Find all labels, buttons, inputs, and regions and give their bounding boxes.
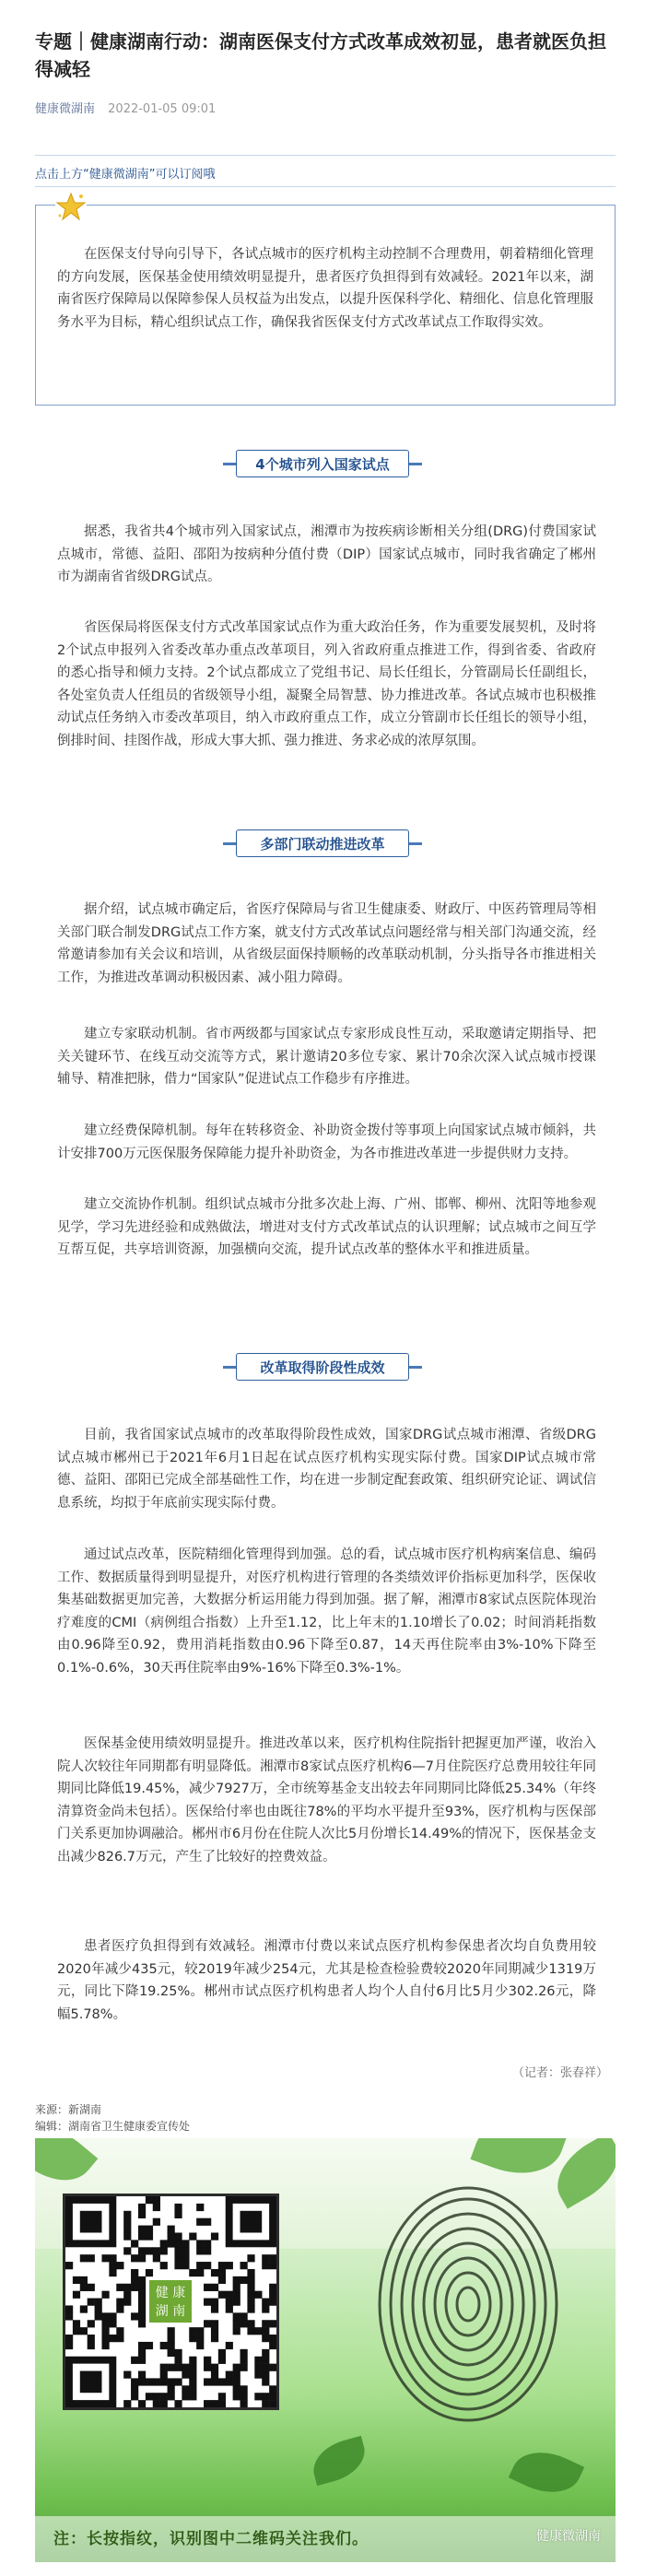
divider bbox=[35, 155, 616, 156]
watermark: 健康微湖南 bbox=[536, 2529, 601, 2544]
subscribe-tip[interactable] bbox=[35, 164, 616, 182]
paragraph: 据悉，我省共4个城市列入国家试点，湘潭市为按疾病诊断相关分组(DRG)付费国家试点城市，常德、益阳、邵阳为按病种分值付费（DIP）国家试点城市，同时我省确定了郴州市为湖南省省级DRG试点。 bbox=[57, 524, 596, 584]
article-meta bbox=[35, 99, 216, 116]
section-title: 4个城市列入国家试点 bbox=[236, 450, 409, 477]
editor-line: 编辑：湖南省卫生健康委宣传处 bbox=[35, 2120, 191, 2133]
article-title: 专题｜健康湖南行动：湖南医保支付方式改革成效初显，患者就医负担得减轻 bbox=[35, 30, 606, 80]
section-title: 改革取得阶段性成效 bbox=[236, 1353, 409, 1381]
fingerprint-icon[interactable] bbox=[371, 2175, 565, 2424]
star-icon bbox=[55, 191, 87, 222]
paragraph: 通过试点改革，医院精细化管理得到加强。总的看，试点城市医疗机构病案信息、编码工作、数据质量得到明显提升，对医疗机构进行管理的各类绩效评价指标更加科学，医保收集基础数据更加完善，大数据分析运用能力得到加强。据了解，湘潭市8家试点医院体现治疗难度的CMI（病例组合指数）上升至1.12，比上年末的1.10增长了0.02；时间消耗指数由0.96降至0.92，费用消耗指数由0.96下降至0.87，14天再住院率由3%-10%下降至0.1%-0.6%，30天再住院率由9%-16%下降至0.3%-1%。 bbox=[57, 1547, 596, 1676]
paragraph: 据介绍，试点城市确定后，省医疗保障局与省卫生健康委、财政厅、中医药管理局等相关部门联合制发DRG试点工作方案，就支付方式改革试点问题经常与相关部门沟通交流，经常邀请参加有关会议和培训，从省级层面保持顺畅的改革联动机制，分头指导各市推进相关工作，为推进改革调动积极因素、减小阻力障碍。 bbox=[57, 902, 596, 985]
qr-code[interactable] bbox=[63, 2194, 279, 2410]
paragraph: 医保基金使用绩效明显提升。推进改革以来，医疗机构住院指针把握更加严谨，收治入院人次较往年同期都有明显降低。湘潭市8家试点医疗机构6—7月住院医疗总费用较往年同期同比降低19.45%，减少7927万，全市统筹基金支出较去年同期同比降低25.34%（年终清算资金尚未包括）。医保给付率也由既往78%的平均水平提升至93%，医疗机构与医保部门关系更加协调融洽。郴州市6月份在住院人次比5月份增长14.49%的情况下，医保基金支出减少826.7万元，产生了比较好的控费效益。 bbox=[57, 1736, 596, 1864]
account-name-link[interactable]: 健康微湖南 bbox=[35, 102, 96, 116]
source-line: 来源：新湖南 bbox=[35, 2103, 102, 2116]
paragraph: 建立交流协作机制。组织试点城市分批多次赴上海、广州、邯郸、柳州、沈阳等地参观见学，学习先进经验和成熟做法，增进对支付方式改革试点的认识理解；试点城市之间互学互帮互促，共享培训资源，加强横向交流，提升试点改革的整体水平和推进质量。 bbox=[57, 1197, 596, 1257]
paragraph: 省医保局将医保支付方式改革国家试点作为重大政治任务，作为重要发展契机，及时将2个试点申报列入省委改革办重点改革项目，列入省政府重点推进工作，得到省委、省政府的悉心指导和倾力支持。2个试点都成立了党组书记、局长任组长，分管副局长任副组长，各处室负责人任组员的省级领导小组，凝聚全局智慧、协力推进改革。各试点城市也积极推动试点任务纳入市委改革项目，纳入市政府重点工作，成立分管副市长任组长的领导小组，倒排时间、挂图作战，形成大事大抓、强力推进、务求必成的浓厚氛围。 bbox=[57, 620, 596, 748]
intro-text bbox=[57, 243, 593, 334]
qr-logo-line: 健 康 bbox=[155, 2286, 186, 2300]
intro-paragraph: 在医保支付导向引导下，各试点城市的医疗机构主动控制不合理费用，朝着精细化管理的方向发展，医保基金使用绩效明显提升，患者医疗负担得到有效减轻。2021年以来，湖南省医疗保障局以保障参保人员权益为出发点，以提升医保科学化、精细化、信息化管理服务水平为目标，精心组织试点工作，确保我省医保支付方式改革试点工作取得实效。 bbox=[57, 247, 593, 330]
paragraph: 患者医疗负担得到有效减轻。湘潭市付费以来试点医疗机构参保患者次均自负费用较2020年减少435元，较2019年减少254元，尤其是检查检验费较2020年同期减少1319万元，同比下降19.25%。郴州市试点医疗机构患者人均个人自付6月比5月少302.26元，降幅5.78%。 bbox=[57, 1939, 596, 2022]
section-heading-2 bbox=[0, 829, 645, 857]
section-title: 多部门联动推进改革 bbox=[236, 829, 409, 857]
poster-caption: 注：长按指纹，识别图中二维码关注我们。 bbox=[53, 2530, 369, 2548]
qr-logo-line: 湖 南 bbox=[155, 2304, 186, 2319]
leaf-decoration bbox=[308, 2436, 370, 2486]
qr-logo bbox=[147, 2277, 194, 2325]
section-heading-1 bbox=[0, 450, 645, 477]
paragraph: 目前，我省国家试点城市的改革取得阶段性成效，国家DRG试点城市湘潭、省级DRG试点城市郴州已于2021年6月1日起在试点医疗机构实现实际付费。国家DIP试点城市常德、益阳、邵阳已完成全部基础性工作，均在进一步制定配套政策、组织研究论证、调试信息系统，均拟于年底前实现实际付费。 bbox=[57, 1428, 596, 1511]
leaf-decoration bbox=[509, 2440, 584, 2504]
paragraph: 建立经费保障机制。每年在转移资金、补助资金拨付等事项上向国家试点城市倾斜，共计安排700万元医保服务保障能力提升补助资金，为各市推进改革进一步提供财力支持。 bbox=[57, 1123, 596, 1161]
paragraph: 建立专家联动机制。省市两级都与国家试点专家形成良性互动，采取邀请定期指导、把关关键环节、在线互动交流等方式，累计邀请20多位专家、累计70余次深入试点城市授课辅导、精准把脉，借力“国家队”促进试点工作稳步有序推进。 bbox=[57, 1027, 596, 1087]
subscribe-tip-text: 点击上方“健康微湖南”可以订阅哦 bbox=[35, 168, 216, 182]
follow-poster bbox=[35, 2138, 616, 2562]
section-heading-3 bbox=[0, 1353, 645, 1381]
publish-date: 2022-01-05 09:01 bbox=[108, 102, 217, 116]
divider bbox=[35, 186, 616, 187]
reporter-credit: （记者：张春祥） bbox=[511, 2066, 608, 2080]
